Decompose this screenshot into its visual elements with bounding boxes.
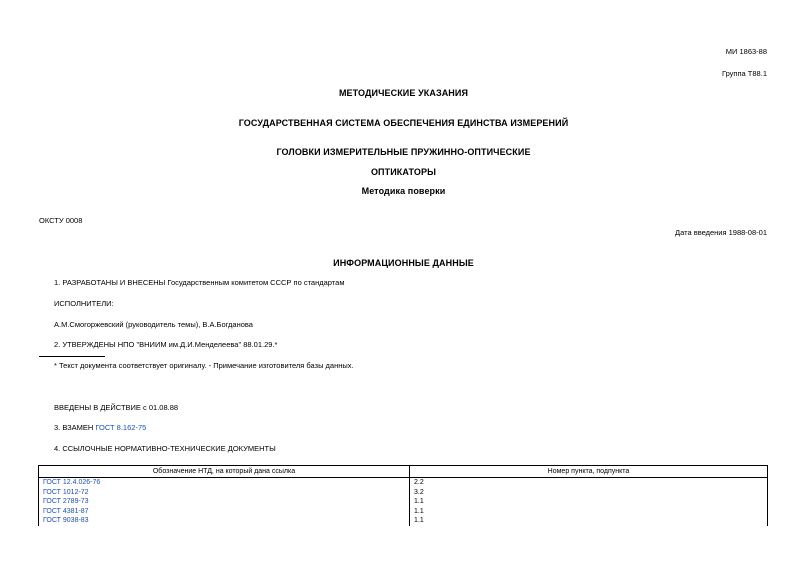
info-item-replaces	[54, 423, 146, 432]
executors-label: ИСПОЛНИТЕЛИ:	[54, 299, 114, 308]
info-item-developed: 1. РАЗРАБОТАНЫ И ВНЕСЕНЫ Государственным комитетом СССР по стандартам	[54, 278, 345, 287]
column-header-document: Обозначение НТД, на который дана ссылка	[39, 466, 410, 478]
table-cell-reference	[39, 516, 410, 526]
info-item-approved: 2. УТВЕРЖДЕНЫ НПО "ВНИИМ им.Д.И.Менделеева" 88.01.29.*	[54, 340, 278, 349]
table-cell-reference	[39, 507, 410, 517]
reference-link[interactable]: ГОСТ 2789-73	[43, 498, 89, 505]
table-cell-clause: 1.1	[410, 497, 768, 507]
reference-link[interactable]: ГОСТ 12.4.026-76	[43, 479, 101, 486]
table-cell-reference	[39, 478, 410, 488]
title-methodical-guidelines: МЕТОДИЧЕСКИЕ УКАЗАНИЯ	[338, 88, 469, 98]
title-opticators: ОПТИКАТОРЫ	[370, 167, 437, 177]
replaces-prefix: 3. ВЗАМЕН	[54, 423, 96, 432]
column-header-clause: Номер пункта, подпункта	[410, 466, 768, 478]
table-cell-reference	[39, 488, 410, 498]
table-row	[39, 516, 768, 526]
table-row	[39, 488, 768, 498]
table-cell-clause: 3.2	[410, 488, 768, 498]
title-measuring-heads: ГОЛОВКИ ИЗМЕРИТЕЛЬНЫЕ ПРУЖИННО-ОПТИЧЕСКИЕ	[276, 147, 531, 157]
title-state-system: ГОСУДАРСТВЕННАЯ СИСТЕМА ОБЕСПЕЧЕНИЯ ЕДИНСТВА ИЗМЕРЕНИЙ	[238, 118, 569, 128]
footnote-divider	[39, 356, 105, 357]
oksts-code: ОКСТУ 0008	[39, 216, 83, 225]
replaced-standard-link[interactable]: ГОСТ 8.162-75	[95, 423, 147, 432]
table-row	[39, 478, 768, 488]
table-header-row	[39, 466, 768, 478]
table-cell-clause: 2.2	[410, 478, 768, 488]
table-row	[39, 507, 768, 517]
reference-link[interactable]: ГОСТ 4381-87	[43, 507, 89, 515]
reference-link[interactable]: ГОСТ 1012-72	[43, 488, 89, 496]
references-table	[38, 465, 768, 526]
info-data-heading: ИНФОРМАЦИОННЫЕ ДАННЫЕ	[333, 258, 474, 268]
reference-link[interactable]: ГОСТ 9038-83	[43, 517, 89, 524]
table-row	[39, 497, 768, 507]
table-cell-clause: 1.1	[410, 507, 768, 517]
info-item-references: 4. ССЫЛОЧНЫЕ НОРМАТИВНО-ТЕХНИЧЕСКИЕ ДОКУМЕНТЫ	[54, 444, 276, 453]
executors-list: А.М.Смогоржевский (руководитель темы), В.А.Богданова	[54, 320, 253, 329]
footnote-text: * Текст документа соответствует оригиналу. - Примечание изготовителя базы данных.	[54, 361, 354, 370]
title-verification-method: Методика поверки	[361, 186, 446, 196]
table-cell-reference	[39, 497, 410, 507]
effective-date: ВВЕДЕНЫ В ДЕЙСТВИЕ с 01.08.88	[54, 403, 179, 412]
table-cell-clause: 1.1	[410, 516, 768, 526]
introduction-date: Дата введения 1988-08-01	[675, 228, 767, 237]
document-number: МИ 1863-88	[725, 47, 767, 56]
document-group: Группа Т88.1	[721, 69, 767, 78]
